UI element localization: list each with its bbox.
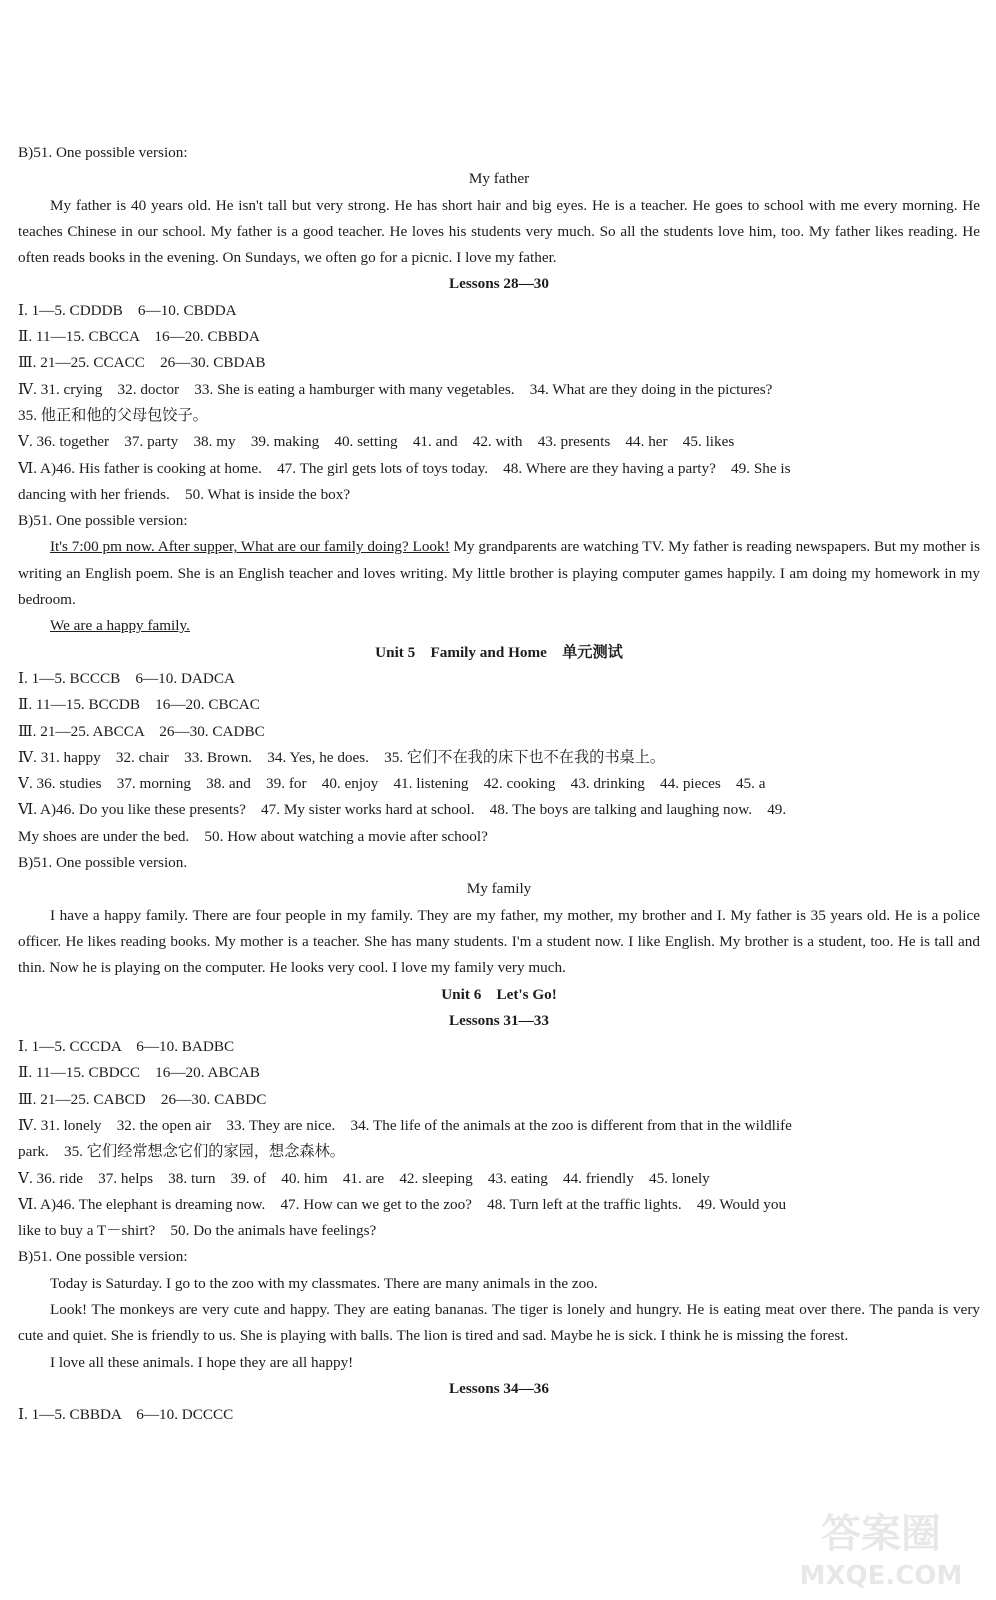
answer-line: Ⅱ. 11—15. CBDCC 16—20. ABCAB	[18, 1064, 260, 1082]
svg-text:答案圈: 答案圈	[821, 1511, 941, 1557]
answer-line: Ⅳ. 31. crying 32. doctor 33. She is eating a hamburger with many vegetables. 34. What are they doing in the pictures?	[18, 380, 773, 398]
answer-line: Ⅵ. A)46. Do you like these presents? 47. My sister works hard at school. 48. The boys are talking and laughing now. 49.	[18, 801, 787, 819]
answer-line: dancing with her friends. 50. What is inside the box?	[18, 485, 351, 503]
answer-line: Ⅲ. 21—25. ABCCA 26—30. CADBC	[18, 722, 265, 740]
lesson-heading: Unit 6 Let's Go!	[441, 985, 557, 1003]
answer-line: Ⅳ. 31. happy 32. chair 33. Brown. 34. Yes, he does. 35. 它们不在我的床下也不在我的书桌上。	[18, 748, 666, 766]
answer-line: Ⅰ. 1—5. BCCCB 6—10. DADCA	[18, 669, 235, 687]
underlined-lead: It's 7:00 pm now. After supper, What are our family doing? Look!	[50, 538, 450, 556]
answer-line: Ⅱ. 11—15. BCCDB 16—20. CBCAC	[18, 696, 260, 714]
underlined-closing: We are a happy family.	[50, 617, 190, 635]
answer-line: like to buy a T－shirt? 50. Do the animals have feelings?	[18, 1222, 377, 1240]
essay-title: My family	[466, 880, 532, 898]
essay-paragraph: Today is Saturday. I go to the zoo with my classmates. There are many animals in the zoo.	[50, 1274, 598, 1292]
answer-line: Ⅴ. 36. studies 37. morning 38. and 39. for 40. enjoy 41. listening 42. cooking 43. drinking 44. pieces 45. a	[18, 775, 766, 793]
answer-line: Ⅲ. 21—25. CABCD 26—30. CABDC	[18, 1090, 267, 1108]
answer-line: Ⅰ. 1—5. CDDDB 6—10. CBDDA	[18, 301, 237, 319]
answer-block	[18, 1402, 980, 1428]
essay-body	[18, 193, 980, 272]
essay-paragraph	[18, 534, 980, 613]
essay-paragraph: Look! The monkeys are very cute and happy. They are eating bananas. The tiger is lonely and hungry. He is eating meat over there. The panda is very cute and quiet. She is friendly to us. She is playing with balls. The lion is tired and sad. Maybe he is sick. I think he is missing the forest.	[18, 1301, 980, 1345]
essay-body	[18, 1271, 980, 1376]
answer-line: Ⅰ. 1—5. CCCDA 6—10. BADBC	[18, 1038, 235, 1056]
answer-block	[18, 1034, 980, 1271]
answer-line: Ⅲ. 21—25. CCACC 26—30. CBDAB	[18, 354, 266, 372]
essay-paragraph: I have a happy family. There are four people in my family. They are my father, my mother, my brother and I. My father is 35 years old. He is a police officer. He likes reading books. My mother is a teacher. She has many students. I'm a student now. I like English. My brother is a student, too. He is tall and thin. Now he is playing on the computer. He looks very cool. I love my family very much.	[18, 906, 980, 977]
lesson-heading: Lessons 28—30	[448, 275, 549, 293]
lesson-heading: Lessons 34—36	[448, 1379, 549, 1397]
answer-line: Ⅱ. 11—15. CBCCA 16—20. CBBDA	[18, 328, 260, 346]
essay-text: My grandparents are watching TV. My father is reading newspapers. But my mother is writing an English poem. She is an English teacher and loves writing. My little brother is playing computer games happily. I am doing my homework in my bedroom.	[18, 538, 980, 609]
essay-body	[18, 903, 980, 982]
essay-paragraph: My father is 40 years old. He isn't tall but very strong. He has short hair and big eyes. He is a teacher. He goes to school with me every morning. He teaches Chinese in our school. My father is a good teacher. He loves his students very much. So all the students love him, too. My father likes reading. He often reads books in the evening. On Sundays, we often go for a picnic. I love my father.	[18, 196, 980, 267]
answer-line: B)51. One possible version:	[18, 1248, 188, 1266]
essay-title: My father	[468, 170, 530, 188]
answer-line: B)51. One possible version:	[18, 512, 188, 530]
answer-line: park. 35. 它们经常想念它们的家园，想念森林。	[18, 1143, 345, 1161]
answer-key-page	[18, 140, 980, 1429]
essay-body	[18, 534, 980, 639]
section-label: B)51. One possible version:	[18, 144, 188, 161]
answer-line: Ⅰ. 1—5. CBBDA 6—10. DCCCC	[18, 1406, 234, 1424]
watermark-logo	[786, 1502, 976, 1592]
answer-line: Ⅵ. A)46. His father is cooking at home. 47. The girl gets lots of toys today. 48. Where are they having a party? 49. She is	[18, 459, 791, 477]
answer-line: B)51. One possible version.	[18, 854, 188, 872]
answer-line: Ⅵ. A)46. The elephant is dreaming now. 47. How can we get to the zoo? 48. Turn left at the traffic lights. 49. Would you	[18, 1195, 787, 1213]
essay-paragraph: I love all these animals. I hope they are all happy!	[50, 1353, 354, 1371]
answer-block	[18, 298, 980, 535]
answer-line: Ⅴ. 36. ride 37. helps 38. turn 39. of 40. him 41. are 42. sleeping 43. eating 44. friendly 45. lonely	[18, 1169, 710, 1187]
answer-block	[18, 666, 980, 876]
watermark-text: MXQE.COM	[799, 1561, 963, 1591]
answer-line: Ⅴ. 36. together 37. party 38. my 39. making 40. setting 41. and 42. with 43. presents 44. her 45. likes	[18, 433, 735, 451]
answer-line: 35. 他正和他的父母包饺子。	[18, 406, 208, 424]
lesson-heading: Lessons 31—33	[448, 1011, 549, 1029]
lesson-heading: Unit 5 Family and Home 单元测试	[375, 643, 623, 661]
answer-line: My shoes are under the bed. 50. How about watching a movie after school?	[18, 827, 488, 845]
answer-line: Ⅳ. 31. lonely 32. the open air 33. They are nice. 34. The life of the animals at the zoo is different from that in the wildlife	[18, 1116, 792, 1134]
essay-closing	[18, 613, 980, 639]
